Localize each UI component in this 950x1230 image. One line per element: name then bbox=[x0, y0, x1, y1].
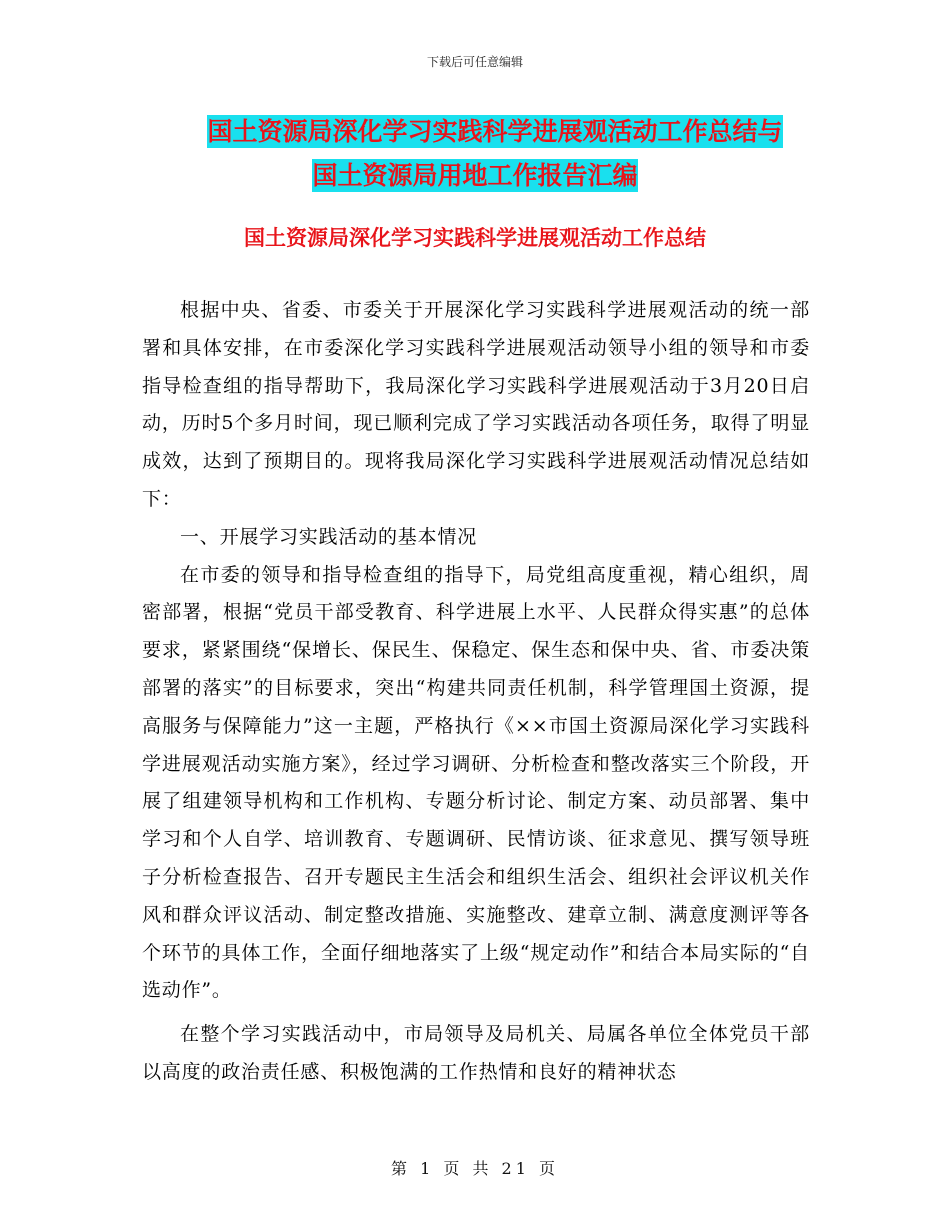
document-title-line-1 bbox=[0, 112, 950, 148]
section-heading: 一、开展学习实践活动的基本情况 bbox=[180, 525, 478, 548]
page-number-footer: 第 1 页 共 21 页 bbox=[391, 1159, 559, 1178]
header-note: 下载后可任意编辑 bbox=[426, 55, 523, 69]
title-highlight-2: 国土资源局用地工作报告汇编 bbox=[312, 161, 638, 190]
title-highlight-1: 国土资源局深化学习实践科学进展观活动工作总结与 bbox=[207, 117, 783, 146]
document-title-line-2 bbox=[0, 156, 950, 192]
body-paragraph: 根据中央、省委、市委关于开展深化学习实践科学进展观活动的统一部署和具体安排，在市委深化学习实践科学进展观活动领导小组的领导和市委指导检查组的指导帮助下，我局深化学习实践科学进展观活动于3月20日启动，历时5个多月时间，现已顺利完成了学习实践活动各项任务，取得了明显成效，达到了预期目的。现将我局深化学习实践科学进展观活动情况总结如下： bbox=[142, 299, 810, 510]
body-paragraph: 在整个学习实践活动中，市局领导及局机关、局属各单位全体党员干部以高度的政治责任感、积极饱满的工作热情和良好的精神状态 bbox=[142, 1023, 810, 1083]
section-title: 国土资源局深化学习实践科学进展观活动工作总结 bbox=[244, 226, 706, 250]
document-body bbox=[142, 292, 810, 1092]
body-paragraph: 在市委的领导和指导检查组的指导下，局党组高度重视，精心组织，周密部署，根据“党员干部受教育、科学进展上水平、人民群众得实惠”的总体要求，紧紧围绕“保增长、保民生、保稳定、保生态和保中央、省、市委决策部署的落实”的目标要求，突出“构建共同责任机制，科学管理国土资源，提高服务与保障能力”这一主题，严格执行《××市国土资源局深化学习实践科学进展观活动实施方案》，经过学习调研、分析检查和整改落实三个阶段，开展了组建领导机构和工作机构、专题分析讨论、制定方案、动员部署、集中学习和个人自学、培训教育、专题调研、民情访谈、征求意见、撰写领导班子分析检查报告、召开专题民主生活会和组织生活会、组织社会评议机关作风和群众评议活动、制定整改措施、实施整改、建章立制、满意度测评等各个环节的具体工作，全面仔细地落实了上级“规定动作”和结合本局实际的“自选动作”。 bbox=[142, 563, 810, 1002]
